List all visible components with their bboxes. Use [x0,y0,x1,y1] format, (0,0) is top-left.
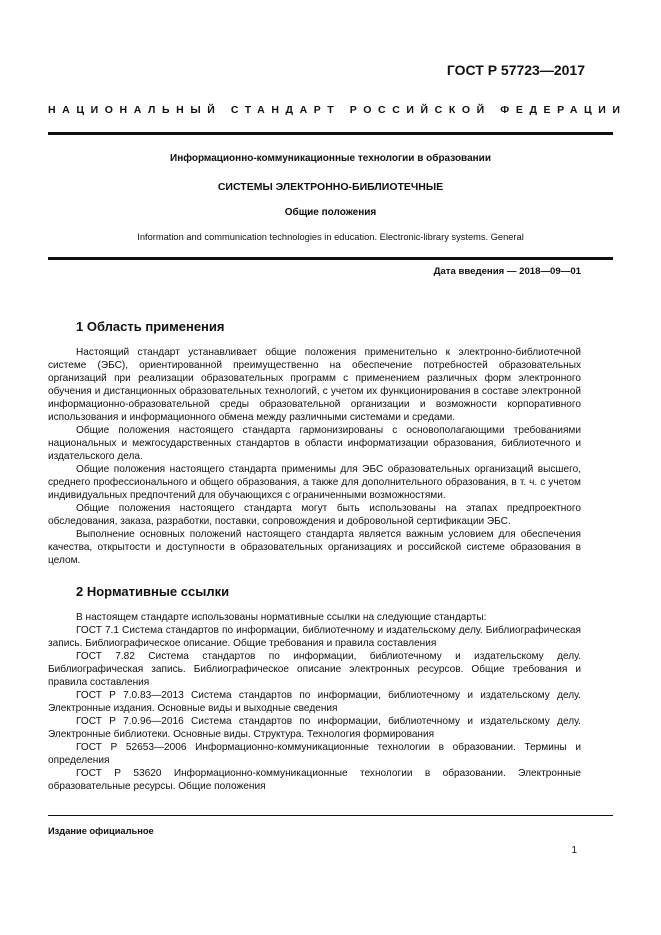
reference-item: ГОСТ 7.82 Система стандартов по информации, библиотечному и издательскому делу. Библиографическая запись. Библиографическое описание электронных ресурсов. Общие требования и правила составления [48,651,581,688]
header-rule [48,132,613,135]
title-rule [48,257,613,260]
section-1-paragraph: Общие положения настоящего стандарта применимы для ЭБС образовательных организаций высшего, среднего профессионального и общего образования, а также для дополнительного образования, в т. ч. с учетом индивидуальных предпочтений для обучающихся с ограниченными возможностями. [48,464,581,501]
national-standard-title: НАЦИОНАЛЬНЫЙ СТАНДАРТ РОССИЙСКОЙ ФЕДЕРАЦИИ [48,104,627,116]
section-1-heading: 1 Область применения [76,319,225,334]
reference-item: ГОСТ Р 53620 Информационно-коммуникационные технологии в образовании. Электронные образовательные ресурсы. Общие положения [48,768,581,792]
english-title: Information and communication technologies in education. Electronic-library systems. General [137,232,524,242]
reference-item: ГОСТ 7.1 Система стандартов по информации, библиотечному и издательскому делу. Библиографическая запись. Библиографическое описание. Общие требования и правила составления [48,625,581,649]
document-code: ГОСТ Р 57723—2017 [446,62,585,78]
section-1-body [48,346,581,567]
section-1-paragraph: Настоящий стандарт устанавливает общие положения применительно к электронно-библиотечной системе (ЭБС), ориентированной преимущественно на обеспечение потребностей образовательных организаций при реализации образовательных программ с применением различных форм электронного обучения и дистанционных образовательных технологий, с учетом их функционирования в составе электронной информационно-образовательной среды образовательной организации и возможности корпоративного использования и информационного обмена между различными системами и средами. [48,347,581,423]
page-number: 1 [571,845,577,856]
section-1-paragraph: Общие положения настоящего стандарта гармонизированы с основополагающими требованиями национальных и межгосударственных стандартов в области информатизации образования, библиотечного и издательского дела. [48,425,581,462]
standard-field: Информационно-коммуникационные технологии в образовании [170,153,491,164]
standard-main-title: СИСТЕМЫ ЭЛЕКТРОННО-БИБЛИОТЕЧНЫЕ [217,181,444,193]
reference-item: ГОСТ Р 7.0.96—2016 Система стандартов по информации, библиотечному и издательскому делу. Электронные библиотеки. Основные виды. Структура. Технология формирования [48,716,581,740]
official-edition-label: Издание официальное [48,826,154,836]
reference-item: В настоящем стандарте использованы нормативные ссылки на следующие стандарты: [76,612,487,623]
standard-subtitle: Общие положения [284,207,377,218]
footer-rule [48,815,613,816]
section-1-paragraph: Выполнение основных положений настоящего стандарта является важным условием для обеспечения качества, открытости и доступности в образовательных организациях и российской системе образования в целом. [48,529,581,566]
reference-item: ГОСТ Р 7.0.83—2013 Система стандартов по информации, библиотечному и издательскому делу. Электронные издания. Основные виды и выходные сведения [48,690,581,714]
section-2-body [48,611,581,793]
reference-item: ГОСТ Р 52653—2006 Информационно-коммуникационные технологии в образовании. Термины и определения [48,742,581,766]
section-1-paragraph: Общие положения настоящего стандарта могут быть использованы на этапах предпроектного обследования, заказа, разработки, поставки, сопровождения и добровольной сертификации ЭБС. [48,503,581,527]
section-2-heading: 2 Нормативные ссылки [76,584,230,599]
introduction-date: Дата введения — 2018—09—01 [433,266,581,277]
